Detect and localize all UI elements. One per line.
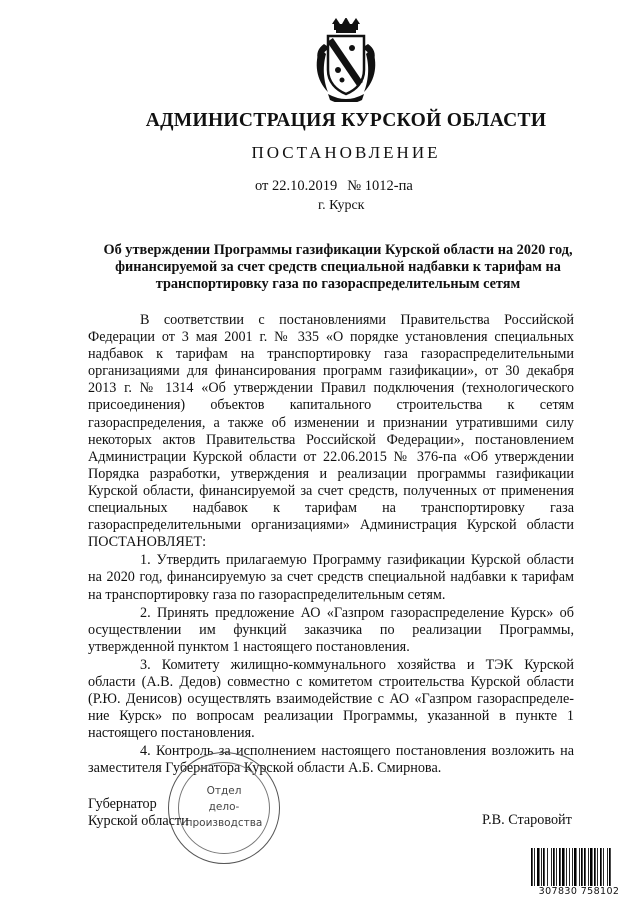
resolution-item-3: 3. Комитету жилищно-коммунального хозяйства и ТЭК Курской области (А.В. Дедов) совместно с комитетом строительства Курской области (Р.Ю. Денисов) осуществлять взаимодействие с АО «Газпром газораспределе-ние Курск» по вопросам реализации Программы, указанной в пункте 1 настоящего постановления. bbox=[88, 656, 574, 742]
barcode-bar bbox=[566, 848, 567, 886]
document-body bbox=[88, 312, 574, 778]
organization-name: АДМИНИСТРАЦИЯ КУРСКОЙ ОБЛАСТИ bbox=[145, 110, 547, 131]
barcode-bars bbox=[530, 848, 628, 886]
barcode-bar bbox=[607, 848, 608, 886]
barcode-bar bbox=[531, 848, 533, 886]
barcode-bar bbox=[572, 848, 573, 886]
document-city: г. Курск bbox=[318, 198, 365, 213]
document-date: от 22.10.2019 bbox=[255, 178, 338, 194]
barcode-bar bbox=[556, 848, 557, 886]
barcode-bar bbox=[594, 848, 596, 886]
barcode-bar bbox=[590, 848, 593, 886]
barcode-bar bbox=[579, 848, 580, 886]
barcode-bar bbox=[588, 848, 589, 886]
signatory-position-line-2: Курской области bbox=[88, 813, 189, 829]
barcode-bar bbox=[603, 848, 604, 886]
barcode-bar bbox=[562, 848, 565, 886]
barcode-bar bbox=[537, 848, 540, 886]
barcode-bar bbox=[553, 848, 555, 886]
date-line bbox=[255, 178, 413, 195]
coat-of-arms-emblem bbox=[312, 18, 380, 102]
barcode-bar bbox=[609, 848, 611, 886]
document-number: № 1012-па bbox=[347, 178, 413, 194]
stamp-line-1: Отдел bbox=[206, 785, 242, 797]
barcode-bar bbox=[597, 848, 598, 886]
barcode-bar bbox=[541, 848, 542, 886]
signatory-position-line-1: Губернатор bbox=[88, 796, 157, 812]
document-type: ПОСТАНОВЛЕНИЕ bbox=[251, 143, 441, 162]
barcode-bar bbox=[600, 848, 602, 886]
signatory-name: Р.В. Старовойт bbox=[482, 812, 572, 828]
barcode-bar bbox=[547, 848, 548, 886]
stamp-line-2: дело- bbox=[208, 801, 240, 813]
barcode-number: 307830 758102 bbox=[538, 886, 620, 897]
resolution-item-1: 1. Утвердить прилагаемую Программу газификации Курской области на 2020 год, финансируемую за счет средств специальной надбавки к тарифам на транспортировку газа по газораспределительным сетям. bbox=[88, 552, 574, 603]
signatory-position bbox=[88, 796, 189, 830]
barcode-bar bbox=[559, 848, 561, 886]
resolution-item-4: 4. Контроль за исполнением настоящего постановления возложить на заместителя Губернатора Курской области А.Б. Смирнова. bbox=[88, 743, 574, 777]
document-title: Об утверждении Программы газификации Курской области на 2020 год, финансируемой за счет средств специальной надбавки к тарифам на транспортировку газа по газораспределительным сетям bbox=[103, 242, 573, 292]
barcode-bar bbox=[534, 848, 535, 886]
stamp-line-3: производства bbox=[185, 817, 263, 829]
resolution-item-2: 2. Принять предложение АО «Газпром газораспределение Курск» об осуществлении им функций заказчика по реализации Программы, утвержденной пунктом 1 настоящего постановления. bbox=[88, 604, 574, 655]
barcode-bar bbox=[543, 848, 545, 886]
document-barcode bbox=[530, 848, 628, 898]
preamble-paragraph: В соответствии с постановлениями Правительства Российской Федерации от 3 мая 2001 г. № 335 «О порядке установления специальных надбавок к тарифам на транспортировку газа газораспределительными организациями для финансирования программ газификации», от 30 декабря 2013 г. № 1314 «Об утверждении Правил подключения (технологического присоединения) объектов капитального строительства к сетям газораспределения, а также об изменении и признании утратившими силу некоторых актов Правительства Российской Федерации», постановлением Администрации Курской области от 22.06.2015 № 376-па «Об утверждении Порядка разработки, утверждения и реализации программы газификации Курской области, финансируемой за счет средств, полученных от применения специальных надбавок к тарифам на транспортировку газа газораспределительными организациями» Администрация Курской области ПОСТАНОВЛЯЕТ: bbox=[88, 312, 574, 551]
barcode-bar bbox=[551, 848, 552, 886]
barcode-bar bbox=[574, 848, 577, 886]
barcode-bar bbox=[569, 848, 570, 886]
barcode-bar bbox=[584, 848, 586, 886]
barcode-bar bbox=[581, 848, 583, 886]
